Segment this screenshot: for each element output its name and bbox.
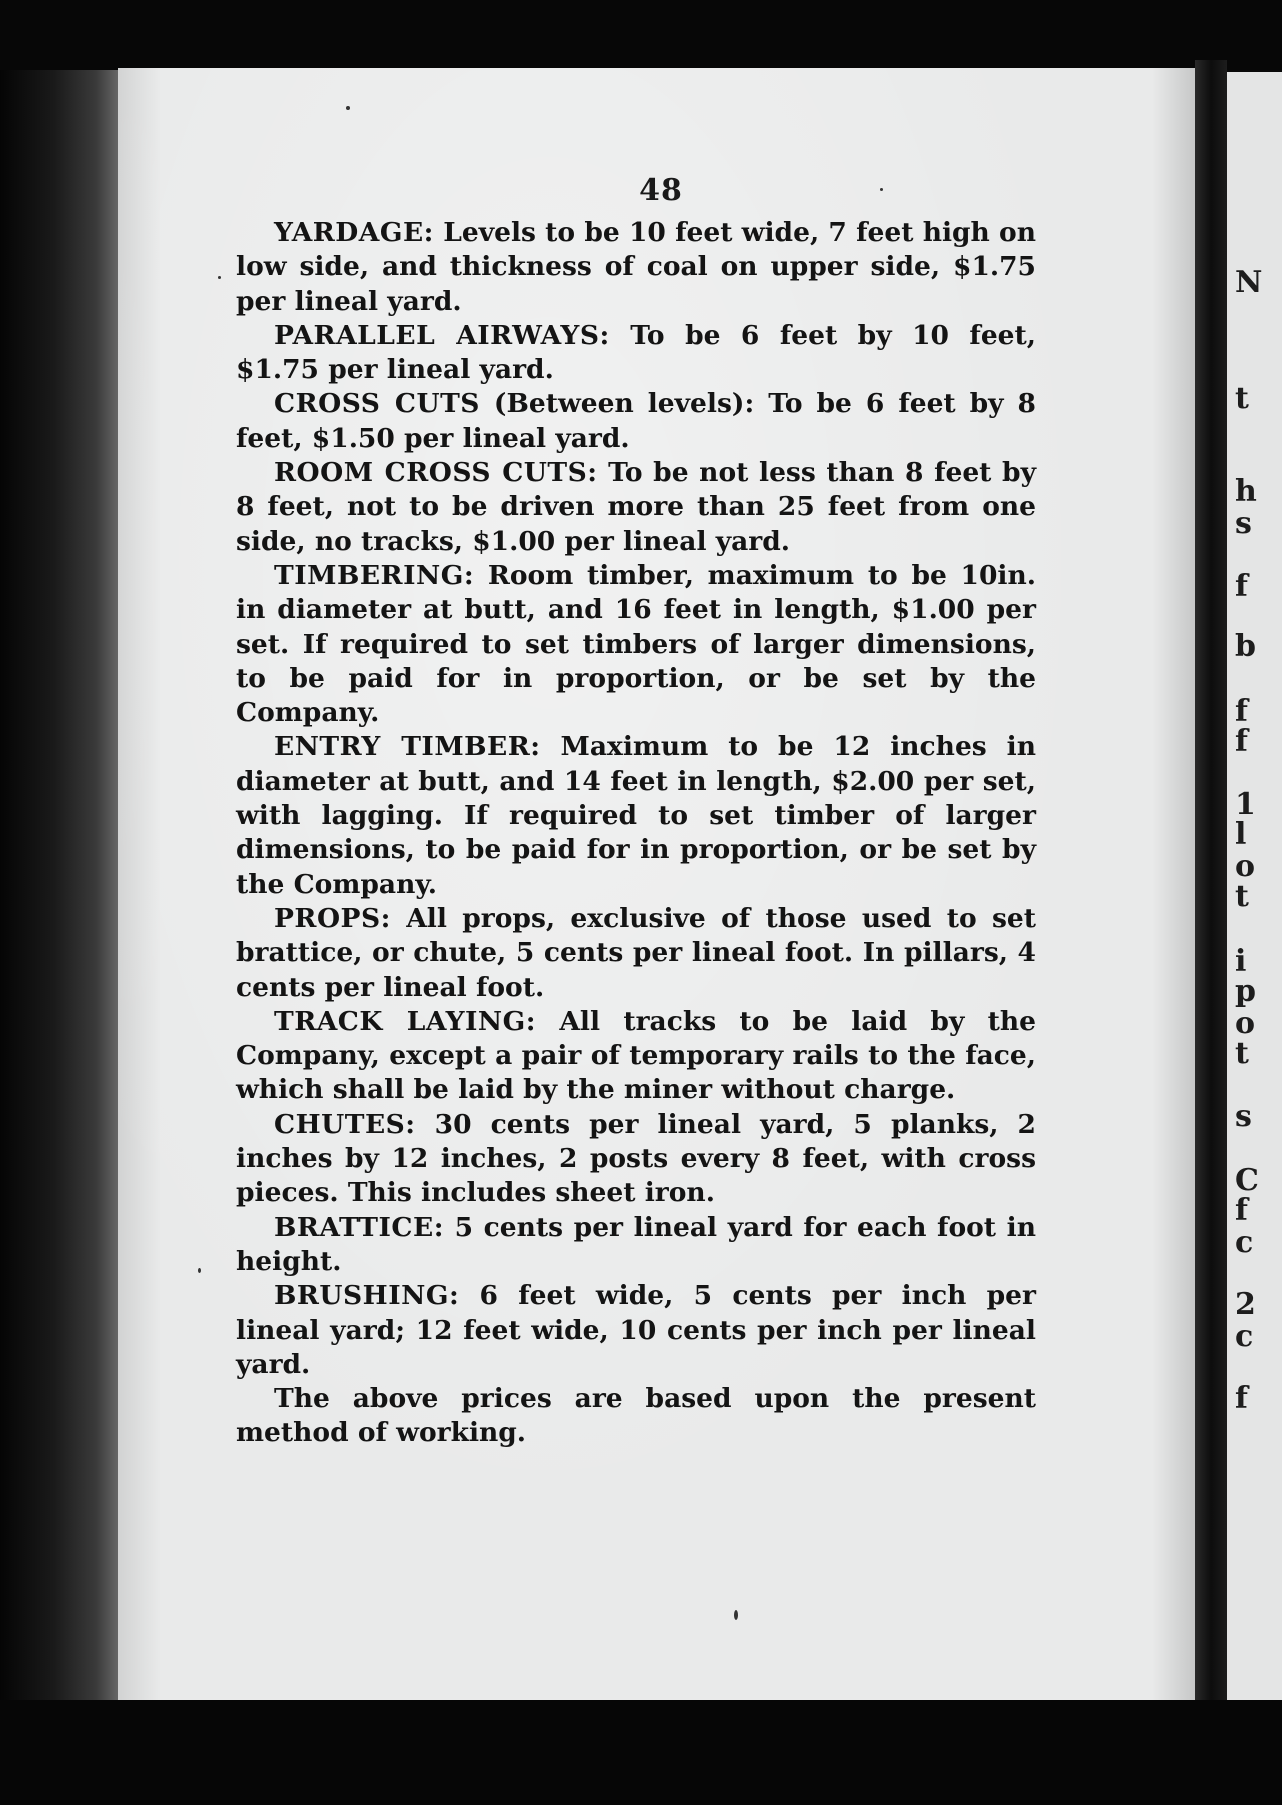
next-page-fragment: f xyxy=(1235,569,1248,604)
paragraph-body: (Between levels): To be 6 feet by 8 feet, $1.50 per lineal yard. xyxy=(236,388,1036,454)
paper-speck xyxy=(198,1268,201,1273)
paragraph-body: The above prices are based upon the present method of working. xyxy=(236,1383,1036,1449)
next-page-fragment: p xyxy=(1235,974,1256,1009)
paragraph-body: 6 feet wide, 5 cents per inch per lineal yard; 12 feet wide, 10 cents per inch per lineal yard. xyxy=(236,1280,1036,1380)
binding-shadow xyxy=(0,70,120,1700)
paragraph-entry-timber xyxy=(236,730,1036,901)
paragraph-heading: CROSS CUTS xyxy=(274,388,480,420)
paragraph-heading: BRATTICE: xyxy=(274,1211,444,1243)
paragraph-chutes xyxy=(236,1108,1036,1211)
next-page-fragment: c xyxy=(1235,1319,1254,1354)
next-page-fragment: h xyxy=(1235,474,1257,509)
paragraph-cross-cuts xyxy=(236,387,1036,456)
next-page-fragment: s xyxy=(1235,506,1252,541)
next-page-fragment: f xyxy=(1235,724,1248,759)
paragraph-body: 30 cents per lineal yard, 5 planks, 2 inches by 12 inches, 2 posts every 8 feet, with cross pieces. This includes sheet iron. xyxy=(236,1108,1036,1209)
paragraph-heading: YARDAGE: xyxy=(274,217,434,248)
paragraph-heading: TIMBERING: xyxy=(274,559,475,591)
rate-schedule-text xyxy=(236,216,1036,1451)
paragraph-heading: PROPS: xyxy=(274,902,391,934)
paragraph-room-cross-cuts xyxy=(236,456,1036,559)
paragraph-props xyxy=(236,902,1036,1005)
paragraph-heading: CHUTES: xyxy=(274,1108,416,1140)
next-page-fragment: i xyxy=(1235,944,1247,979)
paper-speck xyxy=(346,106,350,110)
paper-speck xyxy=(734,1610,738,1620)
next-page-fragment: C xyxy=(1235,1163,1259,1198)
paragraph-body: To be 6 feet by 10 feet, $1.75 per lineal yard. xyxy=(236,319,1037,386)
page-number: 48 xyxy=(639,173,683,208)
next-page-fragment: t xyxy=(1235,381,1249,416)
next-page-fragment: f xyxy=(1235,1381,1248,1416)
paragraph-yardage xyxy=(236,216,1036,319)
paragraph-body: Room timber, maximum to be 10in. in diameter at butt, and 16 feet in length, $1.00 per set. If required to set timbers of larger dimensions, to be paid for in proportion, or be set by the Company. xyxy=(236,559,1036,729)
book-gutter xyxy=(1195,60,1227,1720)
paragraph-heading: ROOM CROSS CUTS: xyxy=(274,457,598,489)
next-page-fragment: c xyxy=(1235,1225,1254,1260)
paragraph-body: All tracks to be laid by the Company, except a pair of temporary rails to the face, which shall be laid by the miner without charge. xyxy=(236,1005,1036,1106)
next-page-fragment: s xyxy=(1235,1099,1252,1134)
paragraph-body: All props, exclusive of those used to set brattice, or chute, 5 cents per lineal foot. In pillars, 4 cents per lineal foot. xyxy=(236,902,1036,1003)
next-page-fragment: b xyxy=(1235,629,1256,664)
paragraph-brushing xyxy=(236,1279,1036,1382)
next-page-fragment: t xyxy=(1235,1036,1249,1071)
paragraph-heading: ENTRY TIMBER: xyxy=(274,731,541,763)
next-page-fragment: t xyxy=(1235,879,1249,914)
next-page-fragment: f xyxy=(1235,694,1248,729)
paragraph-closing-note xyxy=(236,1382,1036,1451)
paragraph-heading: TRACK LAYING: xyxy=(274,1005,537,1037)
next-page-fragment: f xyxy=(1235,1193,1248,1228)
paragraph-heading: PARALLEL AIRWAYS: xyxy=(274,319,610,351)
paragraph-parallel-airways xyxy=(236,319,1036,388)
next-page-fragment: N xyxy=(1235,265,1263,300)
paragraph-heading: BRUSHING: xyxy=(274,1280,460,1312)
next-page-fragment: l xyxy=(1235,817,1247,852)
paragraph-timbering xyxy=(236,559,1036,730)
paper-speck xyxy=(218,276,221,279)
paragraph-body: 5 cents per lineal yard for each foot in height. xyxy=(236,1211,1036,1277)
paragraph-track-laying xyxy=(236,1005,1036,1108)
next-page-edge xyxy=(1227,72,1282,1702)
next-page-fragment: 1 xyxy=(1235,787,1256,822)
paragraph-brattice xyxy=(236,1211,1036,1280)
next-page-fragment: o xyxy=(1235,1006,1256,1041)
scan-border-bottom xyxy=(0,1700,1282,1805)
next-page-fragment: 2 xyxy=(1235,1287,1256,1322)
scan-border-top xyxy=(0,0,1282,70)
paragraph-body: To be not less than 8 feet by 8 feet, not to be driven more than 25 feet from one side, no tracks, $1.00 per lineal yard. xyxy=(236,457,1036,557)
next-page-fragment: o xyxy=(1235,849,1256,884)
paragraph-body: Maximum to be 12 inches in diameter at butt, and 14 feet in length, $2.00 per set, with lagging. If required to set timber of larger dimensions, to be paid for in proportion, or be set by the Company. xyxy=(236,731,1037,900)
paragraph-body: Levels to be 10 feet wide, 7 feet high on low side, and thickness of coal on upper side, $1.75 per lineal yard. xyxy=(236,217,1036,317)
